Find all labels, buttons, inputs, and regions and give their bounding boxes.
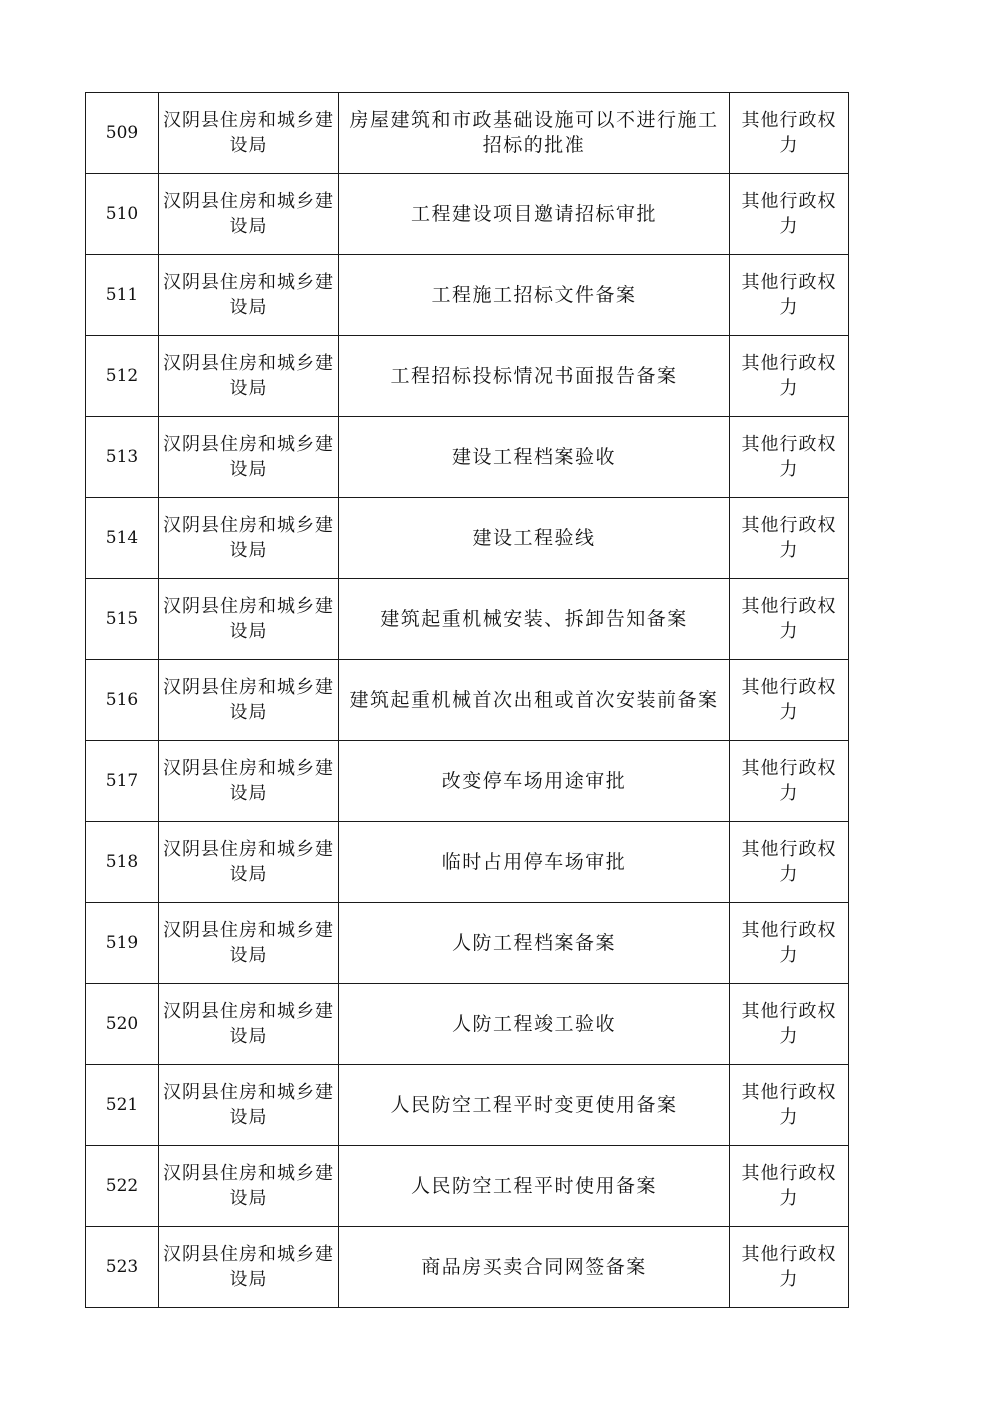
table-row: [86, 660, 849, 741]
table-row: [86, 1227, 849, 1308]
row-number-cell: 518: [86, 822, 159, 903]
department-cell: 汉阴县住房和城乡建设局: [159, 417, 339, 498]
power-type-cell: 其他行政权力: [730, 822, 849, 903]
row-number-cell: 516: [86, 660, 159, 741]
power-type-cell: 其他行政权力: [730, 1065, 849, 1146]
power-item-cell: 工程建设项目邀请招标审批: [339, 174, 730, 255]
power-item-cell: 建设工程验线: [339, 498, 730, 579]
row-number-cell: 515: [86, 579, 159, 660]
power-type-cell: 其他行政权力: [730, 1227, 849, 1308]
power-item-cell: 人民防空工程平时变更使用备案: [339, 1065, 730, 1146]
row-number-cell: 521: [86, 1065, 159, 1146]
department-cell: 汉阴县住房和城乡建设局: [159, 336, 339, 417]
row-number-cell: 509: [86, 93, 159, 174]
department-cell: 汉阴县住房和城乡建设局: [159, 255, 339, 336]
table-row: [86, 1065, 849, 1146]
table-row: [86, 336, 849, 417]
power-type-cell: 其他行政权力: [730, 498, 849, 579]
department-cell: 汉阴县住房和城乡建设局: [159, 1065, 339, 1146]
table-row: [86, 93, 849, 174]
table-row: [86, 579, 849, 660]
power-type-cell: 其他行政权力: [730, 1146, 849, 1227]
table-body: [86, 93, 849, 1308]
table-row: [86, 984, 849, 1065]
department-cell: 汉阴县住房和城乡建设局: [159, 498, 339, 579]
power-type-cell: 其他行政权力: [730, 93, 849, 174]
table-row: [86, 174, 849, 255]
power-item-cell: 工程施工招标文件备案: [339, 255, 730, 336]
row-number-cell: 523: [86, 1227, 159, 1308]
power-type-cell: 其他行政权力: [730, 336, 849, 417]
department-cell: 汉阴县住房和城乡建设局: [159, 579, 339, 660]
power-type-cell: 其他行政权力: [730, 174, 849, 255]
table-row: [86, 822, 849, 903]
power-type-cell: 其他行政权力: [730, 255, 849, 336]
department-cell: 汉阴县住房和城乡建设局: [159, 174, 339, 255]
row-number-cell: 522: [86, 1146, 159, 1227]
row-number-cell: 510: [86, 174, 159, 255]
table-row: [86, 417, 849, 498]
department-cell: 汉阴县住房和城乡建设局: [159, 93, 339, 174]
department-cell: 汉阴县住房和城乡建设局: [159, 1146, 339, 1227]
department-cell: 汉阴县住房和城乡建设局: [159, 984, 339, 1065]
row-number-cell: 519: [86, 903, 159, 984]
power-item-cell: 改变停车场用途审批: [339, 741, 730, 822]
power-item-cell: 人防工程竣工验收: [339, 984, 730, 1065]
department-cell: 汉阴县住房和城乡建设局: [159, 1227, 339, 1308]
department-cell: 汉阴县住房和城乡建设局: [159, 903, 339, 984]
power-type-cell: 其他行政权力: [730, 579, 849, 660]
row-number-cell: 513: [86, 417, 159, 498]
row-number-cell: 514: [86, 498, 159, 579]
table-row: [86, 498, 849, 579]
table-row: [86, 741, 849, 822]
power-list-table: [85, 92, 849, 1308]
power-type-cell: 其他行政权力: [730, 741, 849, 822]
table-row: [86, 1146, 849, 1227]
table-row: [86, 903, 849, 984]
department-cell: 汉阴县住房和城乡建设局: [159, 660, 339, 741]
row-number-cell: 511: [86, 255, 159, 336]
power-item-cell: 建设工程档案验收: [339, 417, 730, 498]
row-number-cell: 520: [86, 984, 159, 1065]
power-item-cell: 建筑起重机械安装、拆卸告知备案: [339, 579, 730, 660]
power-item-cell: 工程招标投标情况书面报告备案: [339, 336, 730, 417]
power-item-cell: 人防工程档案备案: [339, 903, 730, 984]
power-item-cell: 人民防空工程平时使用备案: [339, 1146, 730, 1227]
power-type-cell: 其他行政权力: [730, 903, 849, 984]
power-type-cell: 其他行政权力: [730, 417, 849, 498]
power-item-cell: 房屋建筑和市政基础设施可以不进行施工招标的批准: [339, 93, 730, 174]
power-item-cell: 临时占用停车场审批: [339, 822, 730, 903]
power-type-cell: 其他行政权力: [730, 984, 849, 1065]
power-item-cell: 商品房买卖合同网签备案: [339, 1227, 730, 1308]
power-item-cell: 建筑起重机械首次出租或首次安装前备案: [339, 660, 730, 741]
table-row: [86, 255, 849, 336]
department-cell: 汉阴县住房和城乡建设局: [159, 741, 339, 822]
row-number-cell: 512: [86, 336, 159, 417]
department-cell: 汉阴县住房和城乡建设局: [159, 822, 339, 903]
row-number-cell: 517: [86, 741, 159, 822]
power-type-cell: 其他行政权力: [730, 660, 849, 741]
